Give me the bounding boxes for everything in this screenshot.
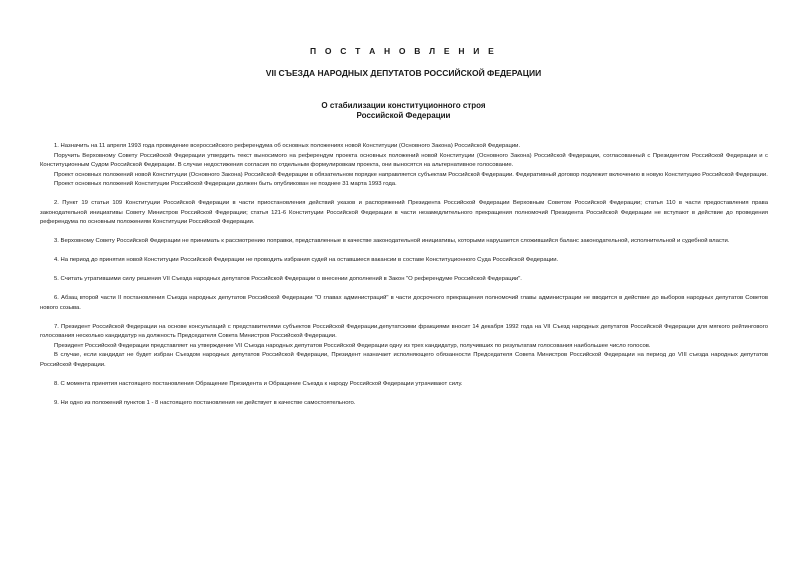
heading-line: О стабилизации конституционного строя — [321, 101, 486, 110]
document-subtitle: VII СЪЕЗДА НАРОДНЫХ ДЕПУТАТОВ РОССИЙСКОЙ ФЕДЕРАЦИИ — [265, 68, 542, 78]
heading-line: Российской Федерации — [356, 111, 451, 120]
paragraph: 7. Президент Российской Федерации на основе консультаций с представителями субъектов Российской Федерации,депутатскими фракциями вносит 14 декабря 1992 года на VII Съезд народных депутатов Российской Федерации для мягкого рейтингового голосования несколько кандидатур на должность Председателя Совета Министров Российской Федерации. — [40, 323, 768, 339]
paragraph: Проект основных положений новой Конституции (Основного Закона) Российской Федерации в обязательном порядке направляется субъектам Российской Федерации. Федеративный договор подлежит включению в новую Конституцию Российской Федерации. — [54, 171, 768, 178]
paragraph: 9. Ни одно из положений пунктов 1 - 8 настоящего постановления не действует в качестве самостоятельного. — [54, 399, 356, 406]
paragraph: 8. С момента принятия настоящего постановления Обращение Президента и Обращение Съезда к народу Российской Федерации утрачивают силу. — [54, 380, 463, 387]
paragraph: 3. Верховному Совету Российской Федерации не принимать к рассмотрению поправки, представленные в качестве законодательной инициативы, которыми нарушается сложившийся баланс законодательной, исполнительной и судебной власти. — [54, 238, 730, 244]
document-heading — [0, 101, 807, 121]
paragraph: В случае, если кандидат не будет избран Съездом народных депутатов Российской Федерации, Президент назначает исполняющего обязанности Председателя Совета Министров Российской Федерации на период до VIII съезда народных депутатов Российской Федерации. — [40, 352, 768, 368]
document-body — [40, 142, 768, 408]
paragraph: Президент Российской Федерации представляет на утверждение VII Съезда народных депутатов Российской Федерации одну из трех кандидатур, получивших по результатам голосования наибольшее число голосов. — [54, 342, 651, 349]
document-title: П О С Т А Н О В Л Е Н И Е — [310, 46, 497, 56]
paragraph: Поручить Верховному Совету Российской Федерации утвердить текст выносимого на референдум проекта основных положений новой Конституции (Основного Закона) Российской Федерации, согласованный с Президентом Российской Федерации и с Конституционным Судом Российской Федерации. В случае недостижения согласия по отдельным формулировкам проекта, они выносятся на альтернативное голосование. — [40, 152, 768, 168]
paragraph: 6. Абзац второй части II постановления Съезда народных депутатов Российской Федерации "О главах администраций" в части досрочного прекращения полномочий главы администрации не вводится в действие до выборов народных депутатов Советов нового созыва. — [40, 295, 768, 311]
paragraph: Проект основных положений Конституции Российской Федерации должен быть опубликован не позднее 31 марта 1993 года. — [54, 181, 397, 187]
paragraph: 4. На период до принятия новой Конституции Российской Федерации не проводить избрания судей на оставшиеся вакансии в составе Конституционного Суда Российской Федерации. — [54, 257, 559, 263]
paragraph: 2. Пункт 19 статьи 109 Конституции Российской Федерации в части приостановления действий указов и распоряжений Президента Российской Федерации Верховным Советом Российской Федерации; статья 110 в части предоставления права законодательной инициативы Совету Министров Российской Федерации; статья 121-6 Конституции Российской Федерации в части незамедлительного прекращения полномочий Президента Российской Федерации не вступают в действие до проведения референдума по основным положениям Конституции Российской Федерации. — [40, 200, 768, 225]
paragraph: 5. Считать утратившими силу решения VII Съезда народных депутатов Российской Федерации о внесении дополнений в Закон "О референдуме Российской Федерации". — [54, 276, 522, 282]
paragraph: 1. Назначить на 11 апреля 1993 года проведение всероссийского референдума об основных положениях новой Конституции (Основного Закона) Российской Федерации. — [54, 143, 521, 149]
